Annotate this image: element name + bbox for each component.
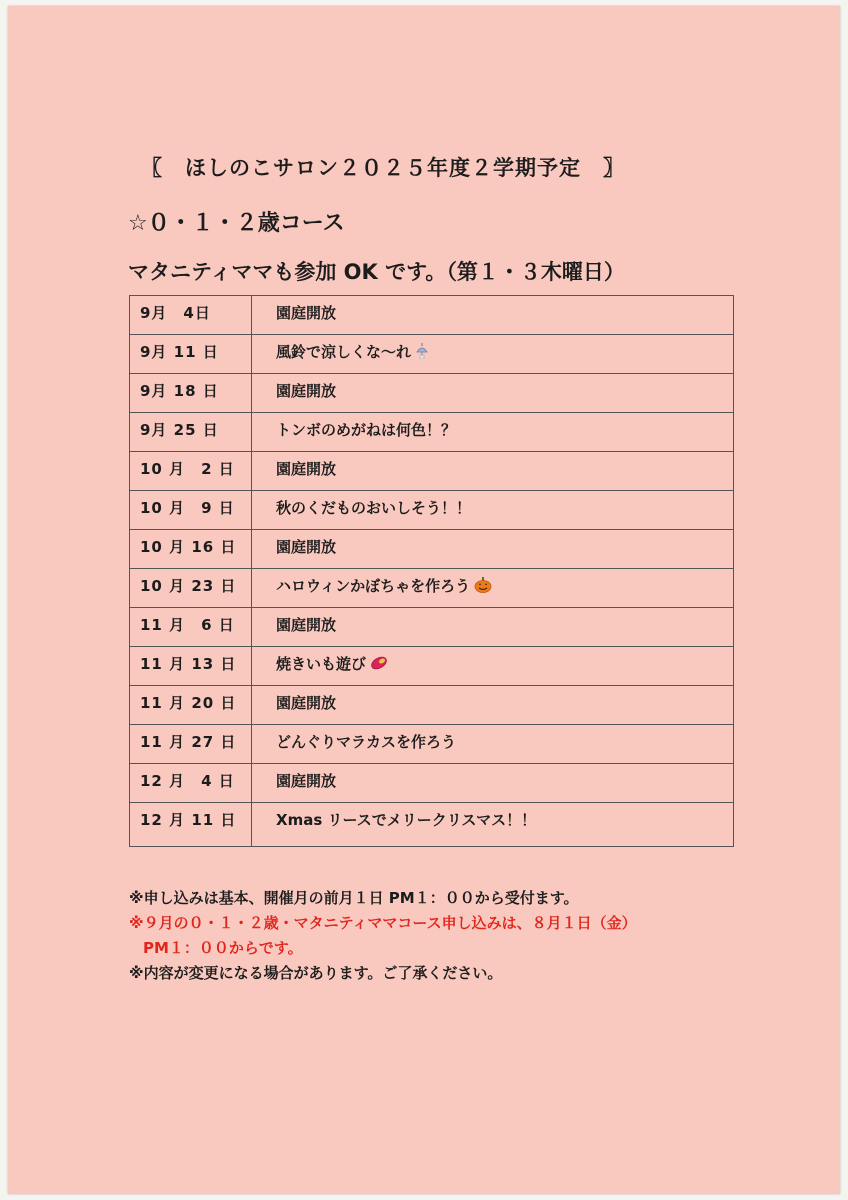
table-row — [130, 608, 734, 647]
schedule-activity — [252, 608, 734, 647]
activity-label: 園庭開放 — [276, 460, 337, 478]
activity-label: Xmas リースでメリークリスマス！！ — [276, 811, 537, 829]
wind-chime-icon — [415, 343, 429, 363]
schedule-activity — [252, 569, 734, 608]
schedule-activity — [252, 764, 734, 803]
note-september-registration: ※９月の０・１・２歳・マタニティママコース申し込みは、８月１日（金） — [129, 914, 637, 932]
page-title: 〖 ほしのこサロン２０２５年度２学期予定 〗 — [141, 156, 625, 180]
table-row — [130, 725, 734, 764]
table-row — [130, 452, 734, 491]
schedule-date: 11 月 6 日 — [130, 608, 252, 647]
schedule-activity — [252, 530, 734, 569]
note-september-time: PM１：００からです。 — [143, 939, 303, 957]
schedule-date: 11 月 20 日 — [130, 686, 252, 725]
schedule-date: 12 月 4 日 — [130, 764, 252, 803]
activity-label: 園庭開放 — [276, 304, 337, 322]
schedule-activity — [252, 725, 734, 764]
activity-label: 園庭開放 — [276, 616, 337, 634]
table-row — [130, 647, 734, 686]
schedule-date: 10 月 9 日 — [130, 491, 252, 530]
schedule-date: 9月 25 日 — [130, 413, 252, 452]
schedule-activity — [252, 647, 734, 686]
activity-label: ハロウィンかぼちゃを作ろう — [276, 577, 471, 595]
schedule-date: 9月 11 日 — [130, 335, 252, 374]
table-row — [130, 764, 734, 803]
activity-label: 焼きいも遊び — [276, 655, 367, 673]
schedule-activity — [252, 374, 734, 413]
activity-label: 園庭開放 — [276, 382, 337, 400]
schedule-date: 11 月 27 日 — [130, 725, 252, 764]
course-heading: ☆０・１・２歳コース — [128, 211, 345, 236]
schedule-activity — [252, 452, 734, 491]
activity-label: 風鈴で涼しくな～れ — [276, 343, 412, 361]
pumpkin-icon — [474, 577, 492, 597]
schedule-date: 9月 18 日 — [130, 374, 252, 413]
schedule-table — [129, 295, 734, 847]
schedule-activity — [252, 686, 734, 725]
schedule-activity — [252, 491, 734, 530]
table-row — [130, 335, 734, 374]
schedule-date: 10 月 2 日 — [130, 452, 252, 491]
activity-label: 園庭開放 — [276, 772, 337, 790]
activity-label: 園庭開放 — [276, 538, 337, 556]
table-row — [130, 803, 734, 847]
table-row — [130, 686, 734, 725]
table-row — [130, 374, 734, 413]
table-row — [130, 530, 734, 569]
schedule-date: 10 月 23 日 — [130, 569, 252, 608]
activity-label: どんぐりマラカスを作ろう — [276, 733, 457, 751]
table-row — [130, 413, 734, 452]
note-registration: ※申し込みは基本、開催月の前月１日 PM１：００から受付ます。 — [129, 889, 579, 907]
table-row — [130, 491, 734, 530]
schedule-activity — [252, 296, 734, 335]
notes-section — [129, 886, 637, 986]
schedule-activity — [252, 335, 734, 374]
schedule-date: 11 月 13 日 — [130, 647, 252, 686]
schedule-date: 10 月 16 日 — [130, 530, 252, 569]
schedule-date: 12 月 11 日 — [130, 803, 252, 847]
schedule-date: 9月 4日 — [130, 296, 252, 335]
schedule-activity — [252, 803, 734, 847]
activity-label: 園庭開放 — [276, 694, 337, 712]
table-row — [130, 296, 734, 335]
flyer-sheet — [8, 6, 840, 1194]
course-subtitle: マタニティママも参加 OK です。（第１・３木曜日） — [128, 260, 625, 284]
activity-label: トンボのめがねは何色！？ — [276, 421, 457, 439]
schedule-activity — [252, 413, 734, 452]
sweet-potato-icon — [370, 655, 388, 675]
activity-label: 秋のくだものおいしそう！！ — [276, 499, 472, 517]
note-change-notice: ※内容が変更になる場合があります。ご了承ください。 — [129, 964, 503, 982]
table-row — [130, 569, 734, 608]
